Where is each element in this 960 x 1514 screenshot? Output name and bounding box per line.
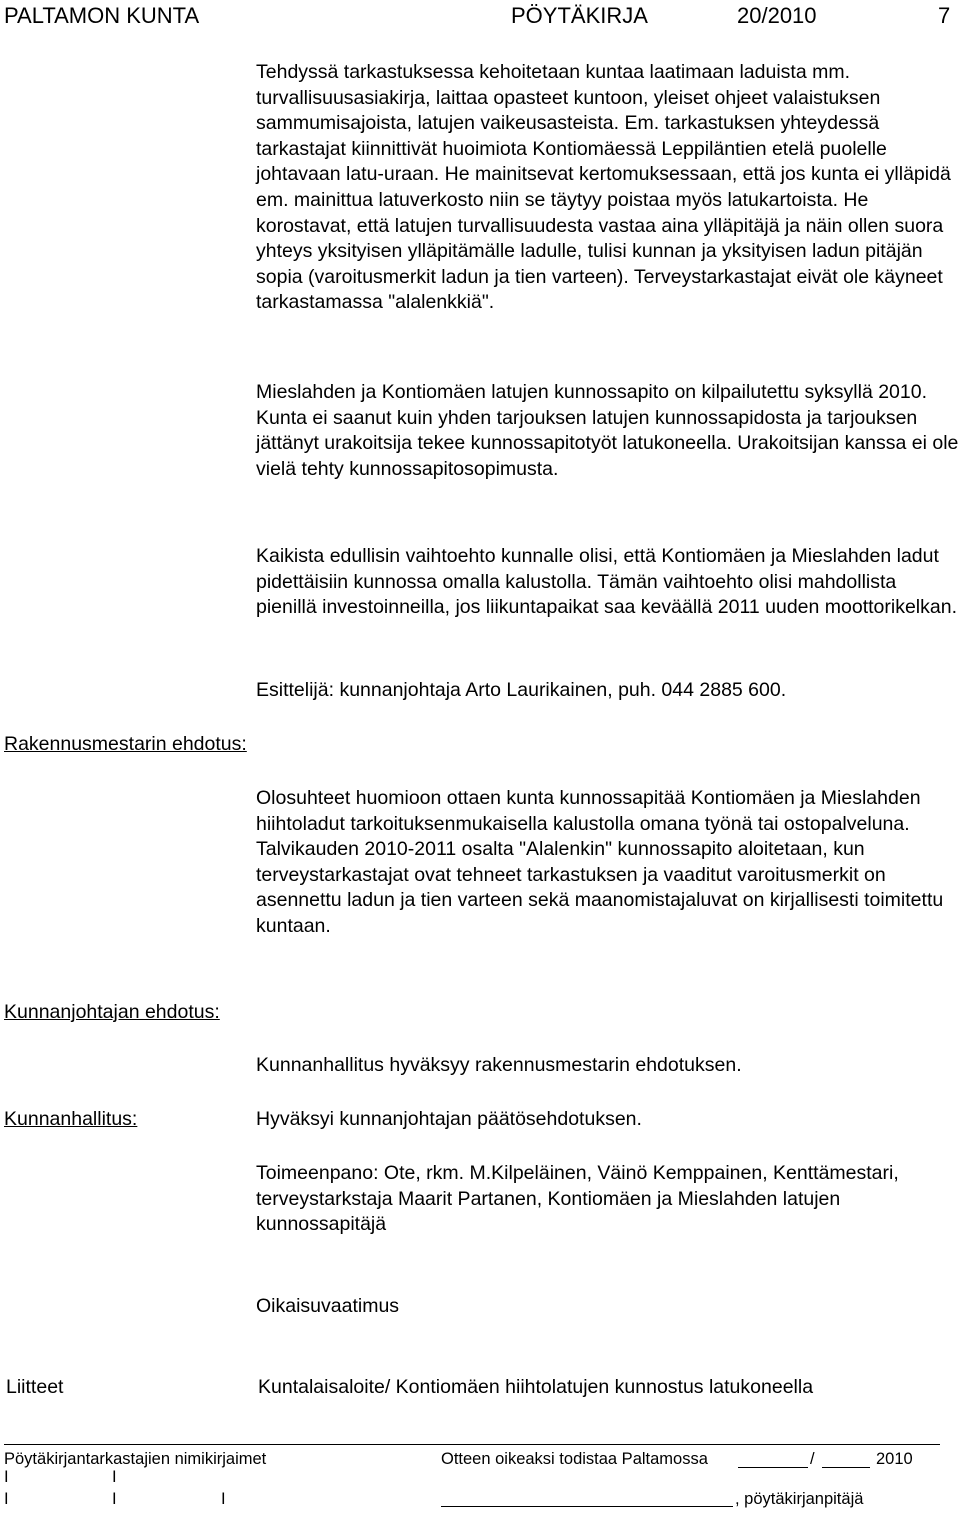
paragraph-kj-proposal: Kunnanhallitus hyväksyy rakennusmestarin ehdotuksen. <box>256 1054 742 1076</box>
paragraph-appeal: Oikaisuvaatimus <box>256 1295 400 1317</box>
label-kunnanhallitus: Kunnanhallitus: <box>4 1108 138 1130</box>
footer-slash: / <box>810 1450 815 1468</box>
label-attachments: Liitteet <box>6 1376 64 1398</box>
paragraph-presenter: Esittelijä: kunnanjohtaja Arto Laurikainen, puh. 044 2885 600. <box>256 679 787 701</box>
initial-box-4: I <box>112 1490 117 1508</box>
initial-box-1: I <box>4 1468 9 1486</box>
footer-year: 2010 <box>876 1450 913 1468</box>
paragraph-tender: Mieslahden ja Kontiomäen latujen kunnossapito on kilpailutettu syksyllä 2010. Kunta ei saanut kuin yhden tarjouksen latujen kunnossapidosta ja tarjouksen jättänyt urakoitsija tekee kunnossapitotyöt latukoneella. Urakoitsijan kanssa ei ole vielä tehty kunnossapitosopimusta. <box>256 381 959 480</box>
page-number: 7 <box>938 3 951 28</box>
paragraph-alternative: Kaikista edullisin vaihtoehto kunnalle olisi, että Kontiomäen ja Mieslahden ladut pidettäisiin kunnossa omalla kalustolla. Tämän vaihtoehto olisi mahdollista pienillä investoinneilla, jos liikuntapaikat saa keväällä 2011 uuden moottorikelkan. <box>256 545 957 619</box>
label-rakennusmestari: Rakennusmestarin ehdotus: <box>4 733 247 755</box>
paragraph-decision: Hyväksyi kunnanjohtajan päätösehdotuksen. <box>256 1108 642 1130</box>
paragraph-execution: Toimeenpano: Ote, rkm. M.Kilpeläinen, Väinö Kemppainen, Kenttämestari, terveystarkstaja Maarit Partanen, Kontiomäen ja Mieslahden latujen kunnossapitäjä <box>256 1162 899 1236</box>
initial-box-5: I <box>221 1490 226 1508</box>
label-kunnanjohtaja: Kunnanjohtajan ehdotus: <box>4 1001 220 1023</box>
initial-box-2: I <box>112 1468 117 1486</box>
doc-type: PÖYTÄKIRJA <box>511 3 648 28</box>
paragraph-proposal: Olosuhteet huomioon ottaen kunta kunnossapitää Kontiomäen ja Mieslahden hiihtoladut tarkoituksenmukaisella kalustolla omana työnä tai ostopalveluna. Talvikauden 2010-2011 osalta "Alalenkin" kunnossapito aloitetaan, kun terveystarkastajat ovat tehneet tarkastuksen ja vaaditut varoitusmerkit on asennettu ladun ja tien varteen sekä maanomistajaluvat on kirjallisesti toimitettu kuntaan. <box>256 787 944 937</box>
paragraph-inspection: Tehdyssä tarkastuksessa kehoitetaan kuntaa laatimaan laduista mm. turvallisuusasiakirja, laittaa opasteet kuntoon, yleiset ohjeet valaistuksen sammumisajoista, latujen vaikeusasteista. Em. tarkastuksen yhteydessä tarkastajat kiinnittivät huoimiota Kontiomäessä Leppiläntien etelä puolelle johtavaan latu-uraan. He mainitsevat kertomuksessaan, että jos kunta ei ylläpidä em. mainittua latuverkosto niin se täytyy poistaa myös latukartoista. He korostavat, että latujen turvallisuudesta vastaa aina ylläpitäjä ja näin ollen suora yhteys yksityisen ylläpitämälle ladulle, tulisi kunnan ja yksityisen ladun pitäjän sopia (varoitusmerkit ladun ja tien varteen). Terveystarkastajat eivät ole käyneet tarkastamassa "alalenkkiä". <box>256 61 951 314</box>
doc-number: 20/2010 <box>737 3 817 28</box>
org-name: PALTAMON KUNTA <box>4 3 200 28</box>
attachment-text: Kuntalaisaloite/ Kontiomäen hiihtolatujen kunnostus latukoneella <box>258 1376 814 1398</box>
secretary-signature-line <box>441 1506 733 1507</box>
initial-box-3: I <box>4 1490 9 1508</box>
footer-signatures-label: Pöytäkirjantarkastajien nimikirjaimet <box>4 1450 267 1468</box>
footer-secretary: , pöytäkirjanpitäjä <box>735 1490 864 1508</box>
footer-date-line-1 <box>738 1467 808 1468</box>
footer-date-line-2 <box>822 1467 870 1468</box>
footer-certify-label: Otteen oikeaksi todistaa Paltamossa <box>441 1450 708 1468</box>
page-header <box>0 0 960 34</box>
footer-rule <box>4 1444 940 1445</box>
